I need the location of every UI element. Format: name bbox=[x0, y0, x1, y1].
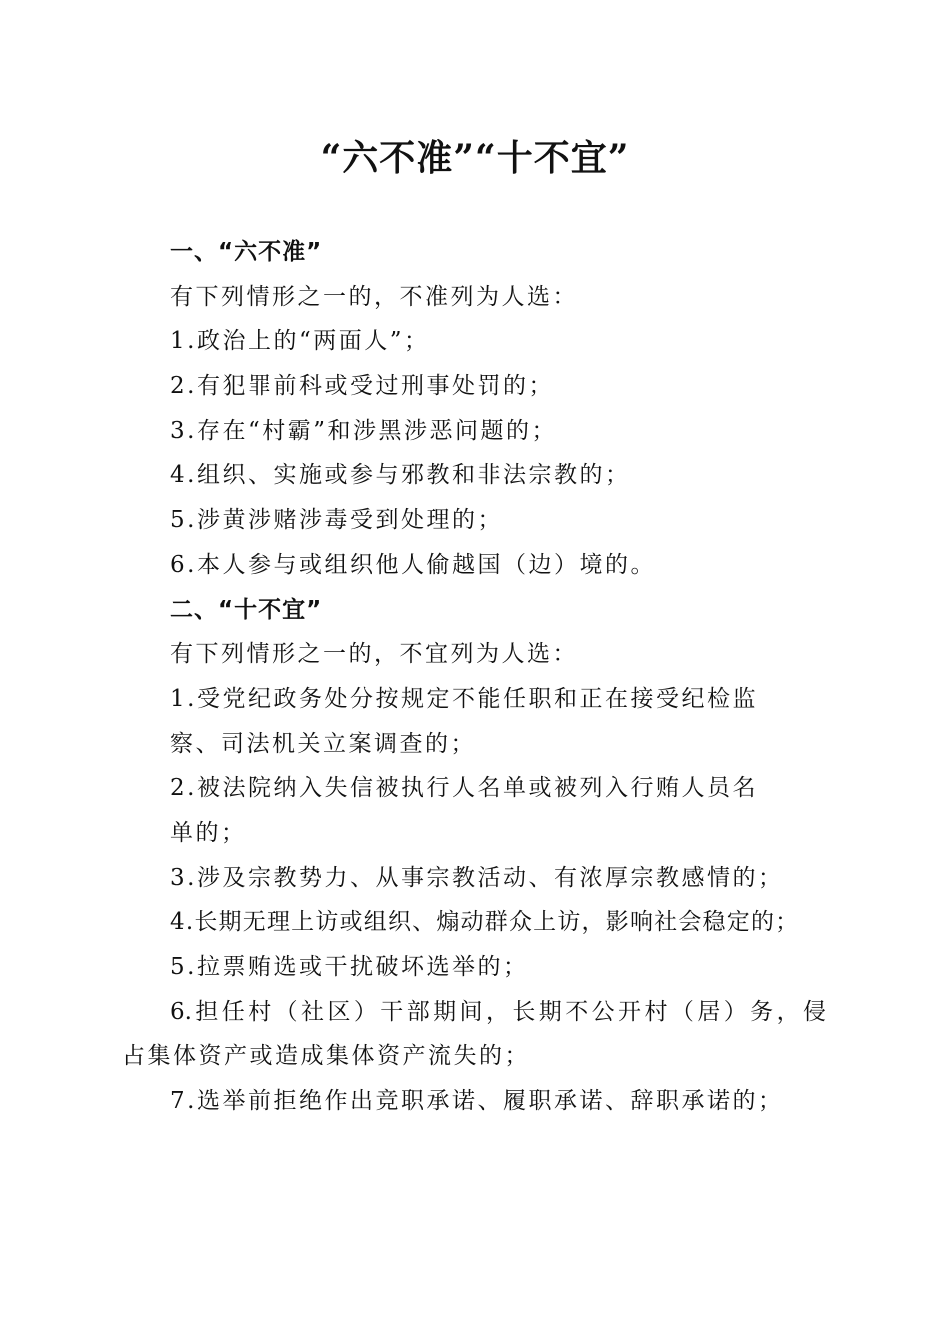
section2-item-6-line-1: 6.担任村（社区）干部期间，长期不公开村（居）务，侵 bbox=[170, 998, 826, 1025]
section2-item-3: 3.涉及宗教势力、从事宗教活动、有浓厚宗教感情的； bbox=[170, 864, 784, 891]
section2-item-1-line-1: 1.受党纪政务处分按规定不能任职和正在接受纪检监 bbox=[170, 685, 758, 712]
section1-item-6: 6.本人参与或组织他人偷越国（边）境的。 bbox=[170, 551, 656, 578]
section1-intro: 有下列情形之一的，不准列为人选： bbox=[170, 283, 578, 310]
section2-item-2-line-1: 2.被法院纳入失信被执行人名单或被列入行贿人员名 bbox=[170, 775, 758, 802]
section2-item-2-line-2: 单的； bbox=[170, 819, 247, 846]
document-body bbox=[122, 230, 826, 1124]
section2-item-1-line-2: 察、司法机关立案调查的； bbox=[170, 730, 476, 757]
section1-heading: 一、“六不准” bbox=[170, 239, 323, 265]
section2-heading: 二、“十不宜” bbox=[170, 596, 323, 623]
section1-item-2: 2.有犯罪前科或受过刑事处罚的； bbox=[170, 373, 554, 400]
section2-item-5: 5.拉票贿选或干扰破坏选举的； bbox=[170, 954, 529, 980]
document-title: “六不准”“十不宜” bbox=[320, 137, 630, 179]
section1-item-4: 4.组织、实施或参与邪教和非法宗教的； bbox=[170, 462, 631, 489]
section2-item-6-line-2: 占集体资产或造成集体资产流失的； bbox=[122, 1043, 530, 1070]
section1-item-1: 1.政治上的“两面人”； bbox=[170, 328, 430, 355]
section2-item-7: 7.选举前拒绝作出竞职承诺、履职承诺、辞职承诺的； bbox=[170, 1088, 784, 1115]
section1-item-5: 5.涉黄涉赌涉毒受到处理的； bbox=[170, 507, 503, 534]
section2-intro: 有下列情形之一的，不宜列为人选： bbox=[170, 641, 578, 668]
section1-item-3: 3.存在“村霸”和涉黑涉恶问题的； bbox=[170, 417, 557, 444]
section2-item-4: 4.长期无理上访或组织、煽动群众上访，影响社会稳定的； bbox=[170, 909, 800, 936]
